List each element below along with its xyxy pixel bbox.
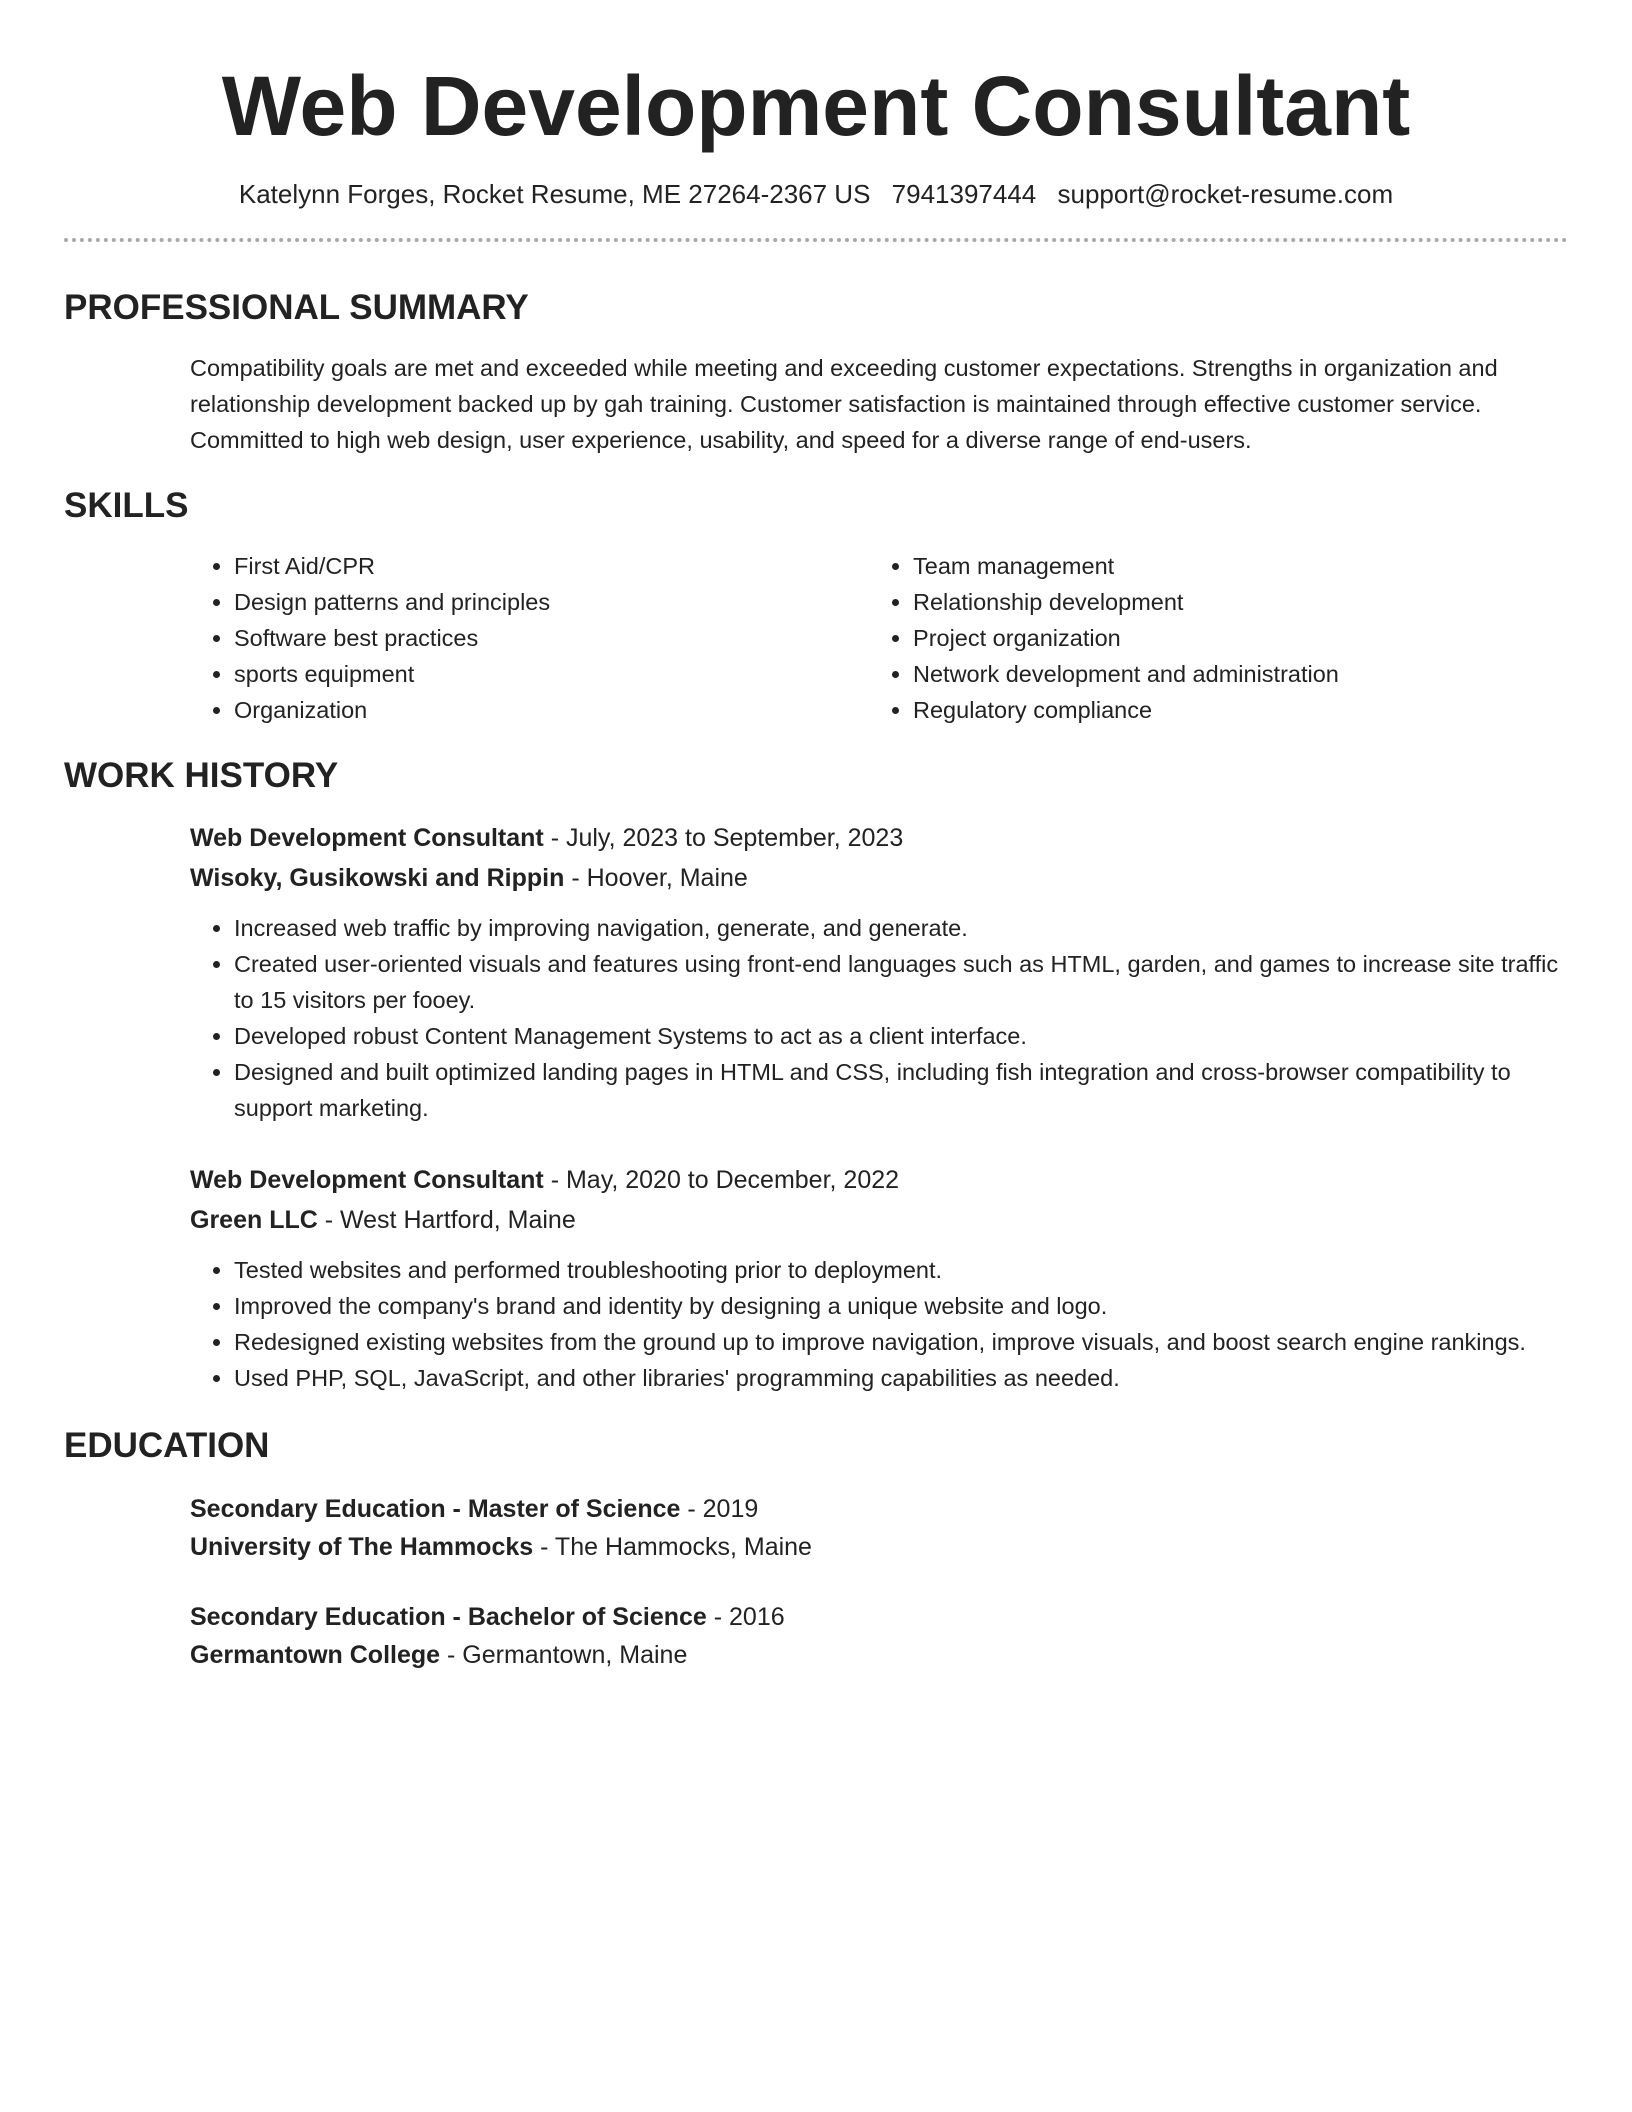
education-year: - 2016 bbox=[706, 1603, 785, 1631]
job-dates: - July, 2023 to September, 2023 bbox=[543, 824, 904, 852]
skill-item: • Network development and administration bbox=[913, 656, 1568, 692]
skill-item: • sports equipment bbox=[234, 656, 869, 692]
education-school-line bbox=[190, 1636, 1568, 1674]
job-location: - Hoover, Maine bbox=[564, 864, 748, 892]
education-entry bbox=[190, 1490, 1568, 1566]
job-bullet: • Increased web traffic by improving navigation, generate, and generate. bbox=[234, 910, 1568, 946]
skill-item: • Design patterns and principles bbox=[234, 584, 869, 620]
section-title-education: EDUCATION bbox=[64, 1426, 270, 1465]
job-dates: - May, 2020 to December, 2022 bbox=[543, 1166, 900, 1194]
education-degree: Secondary Education - Master of Science bbox=[190, 1495, 681, 1523]
skills-grid bbox=[190, 548, 1568, 728]
skill-item: • Software best practices bbox=[234, 620, 869, 656]
header-divider bbox=[64, 238, 1568, 242]
job-bullet: • Redesigned existing websites from the ground up to improve navigation, improve visuals, and boost search engine rankings. bbox=[234, 1324, 1568, 1360]
education-degree-line bbox=[190, 1598, 1568, 1636]
job-bullets bbox=[190, 910, 1568, 1126]
job-role: Web Development Consultant bbox=[190, 824, 544, 852]
education-school-line bbox=[190, 1528, 1568, 1566]
job-entry bbox=[190, 1160, 1568, 1396]
job-bullet: • Used PHP, SQL, JavaScript, and other libraries' programming capabilities as needed. bbox=[234, 1360, 1568, 1396]
education-entry bbox=[190, 1598, 1568, 1674]
contact-email: support@rocket-resume.com bbox=[1057, 179, 1394, 209]
section-title-summary: PROFESSIONAL SUMMARY bbox=[64, 288, 529, 327]
education-school: Germantown College bbox=[190, 1641, 441, 1669]
contact-line bbox=[64, 178, 1568, 210]
job-bullet: • Tested websites and performed troubleshooting prior to deployment. bbox=[234, 1252, 1568, 1288]
job-location: - West Hartford, Maine bbox=[317, 1206, 576, 1234]
job-role: Web Development Consultant bbox=[190, 1166, 544, 1194]
skill-item: • Team management bbox=[913, 548, 1568, 584]
skills-column-right bbox=[869, 548, 1568, 728]
job-bullet: • Designed and built optimized landing pages in HTML and CSS, including fish integration and cross-browser compatibility to support marketing. bbox=[234, 1054, 1568, 1126]
summary-text: Compatibility goals are met and exceeded while meeting and exceeding customer expectations. Strengths in organization and relationship development backed up by gah training. Customer satisfaction is maintained through effective customer service. Committed to high web design, user experience, usability, and speed for a diverse range of end-users. bbox=[190, 355, 1498, 453]
job-bullet: • Developed robust Content Management Systems to act as a client interface. bbox=[234, 1018, 1568, 1054]
skill-item: • Regulatory compliance bbox=[913, 692, 1568, 728]
education-section bbox=[64, 1424, 1568, 1674]
job-bullet: • Improved the company's brand and identity by designing a unique website and logo. bbox=[234, 1288, 1568, 1324]
contact-phone: 7941397444 bbox=[891, 179, 1037, 209]
education-location: - The Hammocks, Maine bbox=[533, 1533, 812, 1561]
skill-item: • First Aid/CPR bbox=[234, 548, 869, 584]
job-company-line bbox=[190, 1200, 1568, 1240]
skill-item: • Project organization bbox=[913, 620, 1568, 656]
skills-section bbox=[64, 484, 1568, 728]
education-location: - Germantown, Maine bbox=[440, 1641, 688, 1669]
education-school: University of The Hammocks bbox=[190, 1533, 534, 1561]
job-role-line bbox=[190, 1160, 1568, 1200]
section-title-work: WORK HISTORY bbox=[64, 756, 339, 795]
job-company-line bbox=[190, 858, 1568, 898]
work-history-section bbox=[64, 754, 1568, 1396]
contact-address: Katelynn Forges, Rocket Resume, ME 27264-2367 US bbox=[238, 179, 871, 209]
job-role-line bbox=[190, 818, 1568, 858]
skill-item: • Organization bbox=[234, 692, 869, 728]
education-year: - 2019 bbox=[680, 1495, 759, 1523]
job-company: Wisoky, Gusikowski and Rippin bbox=[190, 864, 565, 892]
education-degree-line bbox=[190, 1490, 1568, 1528]
job-company: Green LLC bbox=[190, 1206, 318, 1234]
education-degree: Secondary Education - Bachelor of Science bbox=[190, 1603, 707, 1631]
summary-section bbox=[64, 286, 1568, 458]
job-entry bbox=[190, 818, 1568, 1126]
resume-title: Web Development Consultant bbox=[221, 59, 1411, 153]
section-title-skills: SKILLS bbox=[64, 486, 189, 525]
job-bullets bbox=[190, 1252, 1568, 1396]
skills-column-left bbox=[190, 548, 869, 728]
skill-item: • Relationship development bbox=[913, 584, 1568, 620]
job-bullet: • Created user-oriented visuals and features using front-end languages such as HTML, garden, and games to increase site traffic to 15 visitors per fooey. bbox=[234, 946, 1568, 1018]
